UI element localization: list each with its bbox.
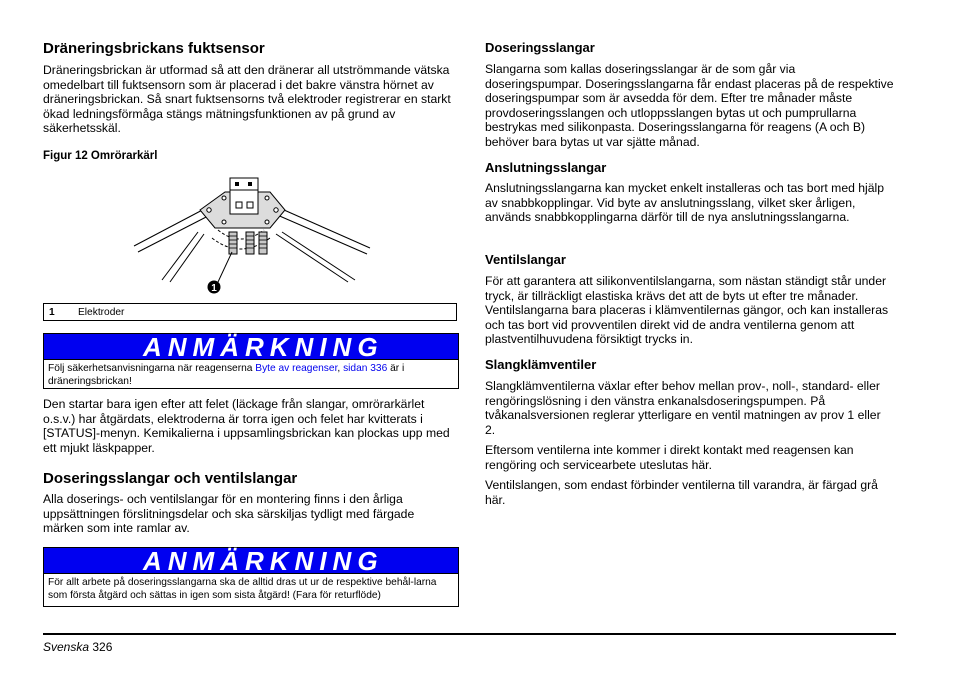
note-title-1: ANMÄRKNING <box>44 334 458 360</box>
paragraph-slangklamventiler-3: Ventilslangen, som endast förbinder ventilerna till varandra, är färgad grå här. <box>485 478 878 507</box>
paragraph-ventilslangar: För att garantera att silikonventilslangarna, som nästan ständigt står under tryck, är tillräckligt elastiska krävs det att de byts ut efter tre månader. Ventilslangarna bara placeras i klämventilernas gängor, och kan installeras och tas bort vid provventilen direkt vid de andra ventilerna genom att plastventilhuvudena försiktigt trycks in. <box>485 274 889 346</box>
note1-text-after: är i dräneringsbrickan! <box>48 363 405 387</box>
footer-rule <box>43 633 896 635</box>
note-box-2 <box>43 547 459 607</box>
link-byte-av-reagenser[interactable]: Byte av reagenser <box>255 363 338 374</box>
heading-anslutningsslangar: Anslutningsslangar <box>485 160 607 175</box>
note-title-2: ANMÄRKNING <box>44 548 458 574</box>
stirrer-vessel-figure <box>120 172 460 300</box>
note-box-1 <box>43 333 459 389</box>
heading-ventilslangar: Ventilslangar <box>485 252 566 267</box>
heading-draneringsbrickans-fuktsensor: Dräneringsbrickans fuktsensor <box>43 40 265 57</box>
paragraph-slangar: Alla doserings- och ventilslangar för en montering finns i den årliga uppsättningen förslitningsdelar och ska särskiljas tydligt med färgade märken som inte ramlar av. <box>43 492 415 535</box>
figure-legend-table <box>43 303 457 321</box>
paragraph-slangklamventiler-2: Eftersom ventilerna inte kommer i direkt kontakt med reagensen kan rengöring och servicearbete uteslutas här. <box>485 443 854 472</box>
paragraph-slangklamventiler-1: Slangklämventilerna växlar efter behov mellan prov-, noll-, standard- eller rengöringslösning i den vänstra enkanalsdoseringspumpen. På tvåkanalsversionen reglerar ytterligare en ventil matningen av prov 1 eller 2. <box>485 379 881 437</box>
legend-label: Elektroder <box>78 307 125 318</box>
footer <box>43 640 112 654</box>
paragraph-restart: Den startar bara igen efter att felet (läckage från slangar, omrörarkärlet o.s.v.) har åtgärdats, elektroderna är torra igen och felet har kvitterats i [STATUS]-menyn. Kemikalierna i uppsamlingsbrickan kan plockas upp med ett mjukt läskpapper. <box>43 397 450 455</box>
heading-slangklamventiler: Slangklämventiler <box>485 357 597 372</box>
legend-number: 1 <box>49 307 55 318</box>
paragraph-fuktsensor: Dräneringsbrickan är utformad så att den dränerar all utströmmande vätska omedelbart till fuktsensorn som är placerad i det bakre vänstra hörnet av dräneringsbrickan. Så snart fuktsensorns två elektroder registrerar en starkt ökad ledningsförmåga stängs mätningsfunktionen av på grund av säkerhetsskäl. <box>43 63 451 135</box>
footer-page-number: 326 <box>92 640 113 654</box>
link-sidan-336[interactable]: sidan 336 <box>343 363 388 374</box>
note-body-1 <box>44 360 458 391</box>
paragraph-anslutningsslangar: Anslutningsslangarna kan mycket enkelt installeras och tas bort med hjälp av snabbkopplingar. Vid byte av anslutningsslang, vilket sker årligen, används snabbkopplingarna därför till de nya anslutningsslangarna. <box>485 181 885 224</box>
footer-language: Svenska <box>43 640 90 654</box>
callout-number: 1 <box>211 283 217 294</box>
figure-caption: Figur 12 Omrörarkärl <box>43 150 158 162</box>
note1-text-before: Följ säkerhetsanvisningarna när reagenserna <box>48 363 256 374</box>
note1-sep: , <box>337 363 344 374</box>
heading-doseringsslangar-och-ventilslangar: Doseringsslangar och ventilslangar <box>43 470 298 487</box>
heading-doseringsslangar: Doseringsslangar <box>485 40 595 55</box>
note-body-2: För allt arbete på doseringsslangarna ska de alltid dras ut ur de respektive behål-larna som första åtgärd och sättas in igen som sista åtgärd! (Fara för returflöde) <box>48 577 437 601</box>
paragraph-doseringsslangar: Slangarna som kallas doseringsslangar är de som går via doseringspumpar. Doseringsslangarna får endast placeras på de respektive doseringspumpar som är avsedda för dem. Efter tre månader måste provdoseringsslangen och utloppsslangen bytas ut och pumprullarna bestrykas med silikonpasta. Doseringsslangarna för reagens (A och B) behöver bara bytas ut var sjätte månad. <box>485 62 894 149</box>
